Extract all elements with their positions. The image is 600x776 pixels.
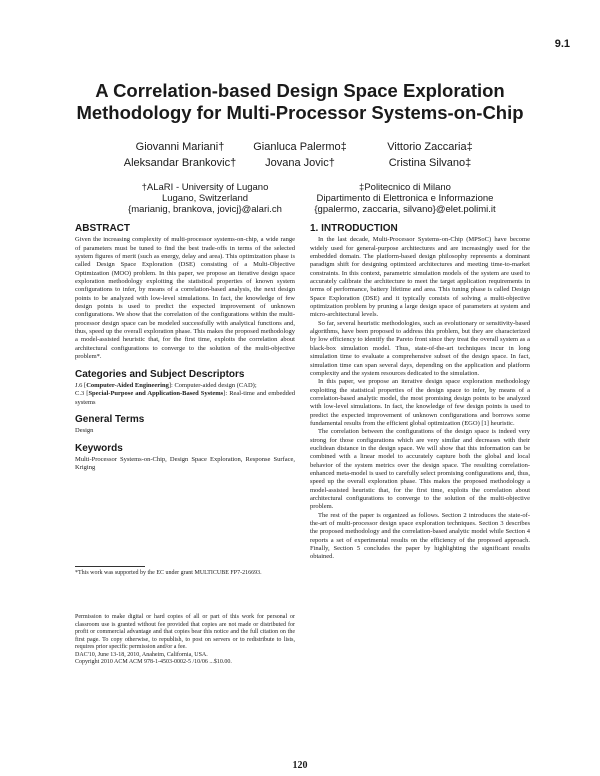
permission-text: Permission to make digital or hard copies of all or part of this work for personal or classroom use is granted without fee provided that copies are not made or distributed for profit or commercial advantage and that copies bear this notice and the full citation on the first page. To copy otherwise, to republish, to post on servers or to redistribute to lists, requires prior specific permission and/or a fee. (75, 614, 295, 650)
left-column (75, 225, 295, 473)
affiliation-left-line-1: †ALaRI - University of Lugano (141, 182, 269, 193)
categories-line-2: C.3 [Special-Purpose and Application-Based Systems]: Real-time and embedded systems (75, 390, 296, 406)
abstract-text: Given the increasing complexity of multi-processor systems-on-chip, a wide range of parameters must be tuned to find the best trade-offs in terms of the selected system figures of merit (such as energy, delay and area). This optimization phase is called Design Space Exploration (DSE) consisting of a Multi-Objective Optimization (MOO) problem. In this paper, we propose an iterative design space exploration methodology exploiting the statistical properties of known system configurations to infer, by means of a correlation-based analysis, the next design points to be analyzed with low-level simulations. In fact, the knowledge of few design points is used to predict the expected improvement of unknown configurations. We show that the correlation of the configurations within the multi-processor design space can be modeled successfully with analytical functions and, thus, speed up the overall exploration phase. This makes the proposed methodology a model-assisted heuristic that, for the first time, exploits the correlation about architectural configurations to converge to the solution of the multi-objective problem*. (75, 236, 295, 361)
intro-paragraph-1: In the last decade, Multi-Processor Systems-on-Chip (MPSoC) have become widely used for general-purpose architectures and are increasingly used for the embedded domain. The platform-based design philosophy represents a dominant paradigm shift for designing optimized architectures and meeting time-to-market constraints. In this context, parametric simulation models of the system are used to accurately calibrate the architecture to meet the target application requirements in terms of performance, battery lifetime and area. This tuning phase is called Design Space Exploration (DSE) and it typically consists of solving a multi-objective optimization problem by pruning a large design space of parameters at system and micro-architectural levels. (310, 236, 530, 319)
intro-paragraph-3: In this paper, we propose an iterative design space exploration methodology exploiting the statistical properties of the design space to infer, by means of a correlation-based analytic model, the most promising design points to be analyzed with low-level simulations. In fact, the knowledge of few design points is used to predict the expected improvement of unknown configurations and borrows some fundamental results from the efficient global optimization (EGO) [1] heuristic. (310, 378, 530, 427)
intro-paragraph-4: The correlation between the configurations of the design space is indeed very strong for those configurations which are very similar and decreases with their euclidean distance in the design space. We will show that this information can be combined with a linear model to accurately capture both the global and local behavior of the system metrics over the design space. The resulting correlation-enhanced meta-model is used to carefully select promising configurations and, thus, speed up the overall exploration phase. This makes the proposed methodology a model-assisted heuristic that, for the first time, exploits the correlation about architectural configurations to converge to the solution of the multi-objective problem. (310, 428, 530, 511)
session-number: 9.1 (554, 38, 570, 50)
affiliation-right-line-3: {gpalermo, zaccaria, silvano}@elet.polimi.it (314, 204, 496, 215)
conference-info: DAC'10, June 13-18, 2010, Anaheim, California, USA. (75, 651, 208, 658)
copyright-info: Copyright 2010 ACM ACM 978-1-4503-0002-5 /10/06 ...$10.00. (75, 659, 232, 665)
categories-heading: Categories and Subject Descriptors (75, 368, 245, 380)
intro-paragraph-5: The rest of the paper is organized as follows. Section 2 introduces the state-of-the-art of multi-processor design space exploration techniques. Section 3 describes the proposed methodology and the correlation-based analytic model while Section 4 reports a set of experimental results on the efficiency of the proposed approach. Finally, Section 5 concludes the paper by highlighting the significant results obtained. (310, 511, 530, 561)
author-4: Aleksandar Brankovic† (123, 157, 237, 169)
author-1: Giovanni Mariani† (135, 141, 225, 153)
affiliation-right-line-2: Dipartimento di Elettronica e Informazione (316, 193, 494, 204)
footnote: *This work was supported by the EC under grant MULTICUBE FP7-216693. (75, 570, 262, 576)
affiliation-right-line-1: ‡Politecnico di Milano (359, 182, 451, 193)
keywords-heading: Keywords (75, 442, 123, 454)
footnote-rule (75, 566, 145, 567)
introduction-heading: 1. INTRODUCTION (310, 223, 398, 234)
author-2: Gianluca Palermo‡ (253, 141, 347, 153)
affiliation-right (300, 182, 510, 215)
author-3: Vittorio Zaccaria‡ (387, 141, 473, 153)
permission-notice (75, 614, 295, 667)
intro-paragraph-2: So far, several heuristic methodologies, such as evolutionary or sensitivity-based algorithms, have been proposed to address this problem, but they are characterized by low efficiency to identify the Pareto front since they treat the overall system as a black-box simulation model. Thus, state-of-the-art techniques incur in long simulation time to evaluate a comprehensive subset of the design space. In fact, simulation time can span several days, depending on the application and platform complexity and the system resources dedicated to the simulation. (310, 319, 530, 377)
affiliation-left-line-2: Lugano, Switzerland (161, 193, 249, 204)
general-terms-text: Design (75, 427, 94, 435)
author-5: Jovana Jovic† (265, 157, 335, 169)
paper-title (0, 80, 600, 124)
page-number: 120 (292, 760, 308, 771)
affiliation-left (110, 182, 300, 215)
abstract-heading: ABSTRACT (75, 223, 130, 234)
categories-line-1: J.6 [Computer-Aided Engineering]: Computer-aided design (CAD); (75, 381, 257, 389)
author-6: Cristina Silvano‡ (388, 157, 472, 169)
title-line-1: A Correlation-based Design Space Exploration (95, 80, 505, 101)
affiliation-left-line-3: {marianig, brankova, jovicj}@alari.ch (128, 204, 282, 215)
right-column (310, 225, 530, 562)
title-line-2: Methodology for Multi-Processor Systems-on-Chip (76, 102, 524, 123)
keywords-text: Multi-Processor Systems-on-Chip, Design Space Exploration, Response Surface, Kriging (75, 455, 295, 472)
general-terms-heading: General Terms (75, 413, 145, 425)
